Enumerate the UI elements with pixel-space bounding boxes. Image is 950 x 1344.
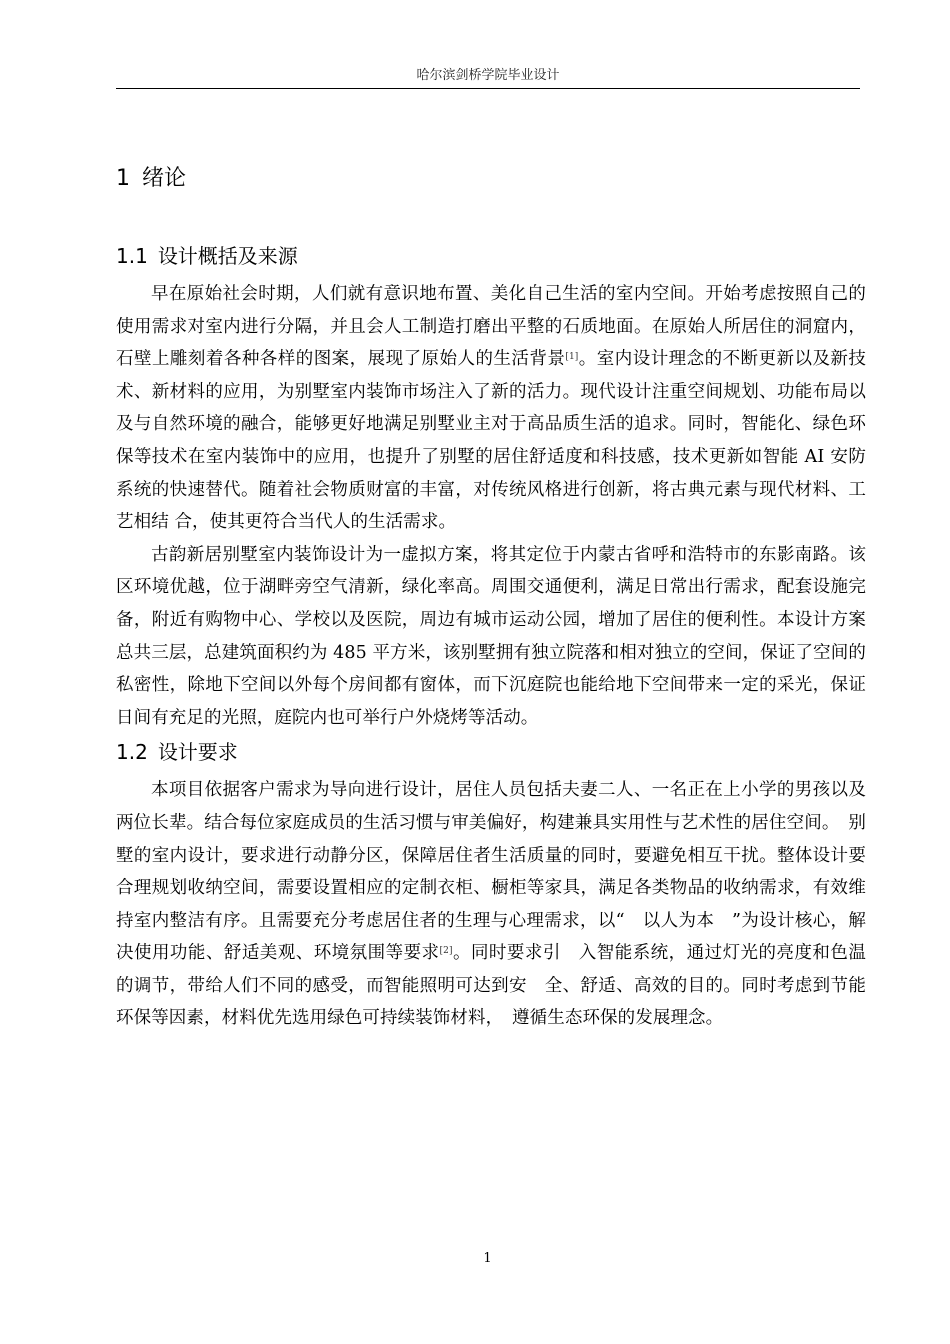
paragraph [116,278,866,539]
citation-reference: [1] [565,352,579,363]
header-divider [116,88,860,89]
page-number: 1 [483,1251,492,1266]
section-heading [116,238,866,274]
section-title: 设计要求 [157,740,238,765]
chapter-title: 绪论 [142,166,187,191]
section-title: 设计概括及来源 [157,244,298,268]
chapter-heading [116,160,866,198]
paragraph-text: 。同时要求引 入智能系统，通过灯光的亮度和色温的调节，带给人们不同的感受，而智能照明可达到安 全、舒适、高效的目的。同时考虑到节能环保等因素，材料优先选用绿色可持续装饰材料， 遵循生态环保的发展理念。 [116,943,866,1029]
citation-reference: [2] [439,946,453,957]
section-number: 1.1 [116,244,148,268]
document-body [116,160,866,1035]
paragraph-text: 。室内设计理念的不断更新以及新技术、新材料的应用，为别墅室内装饰市场注入了新的活力。现代设计注重空间规划、功能布局以及与自然环境的融合，能够更好地满足别墅业主对于高品质生活的追求。同时，智能化、绿色环保等技术在室内装饰中的应用，也提升了别墅的居住舒适度和科技感，技术更新如智能 AI 安防系统的快速替代。随着社会物质财富的丰富，对传统风格进行创新，将古典元素与现代材料、工艺相结 合，使其更符合当代人的生活需求。 [116,349,867,533]
chapter-number: 1 [116,166,130,191]
page-header: 哈尔滨剑桥学院毕业设计 [416,68,560,83]
paragraph: 古韵新居别墅室内装饰设计为一虚拟方案，将其定位于内蒙古省呼和浩特市的东影南路。该区环境优越，位于湖畔旁空气清新，绿化率高。周围交通便利，满足日常出行需求，配套设施完备，附近有购物中心、学校以及医院，周边有城市运动公园，增加了居住的便利性。本设计方案总共三层，总建筑面积约为 485 平方米，该别墅拥有独立院落和相对独立的空间，保证了空间的私密性，除地下空间以外每个房间都有窗体，而下沉庭院也能给地下空间带来一定的采光，保证日间有充足的光照，庭院内也可举行户外烧烤等活动。 [116,544,866,728]
section-heading [116,734,866,770]
paragraph [116,774,866,1035]
paragraph-text: 早在原始社会时期，人们就有意识地布置、美化自己生活的室内空间。开始考虑按照自己的使用需求对室内进行分隔，并且会人工制造打磨出平整的石质地面。在原始人所居住的洞窟内，石壁上雕刻着各种各样的图案，展现了原始人的生活背景 [116,284,866,370]
paragraph-text: 本项目依据客户需求为导向进行设计，居住人员包括夫妻二人、一名正在上小学的男孩以及两位长辈。结合每位家庭成员的生活习惯与审美偏好，构建兼具实用性与艺术性的居住空间。 别墅的室内设计，要求进行动静分区，保障居住者生活质量的同时，要避免相互干扰。整体设计要合理规划收纳空间，需要设置相应的定制衣柜、橱柜等家具，满足各类物品的收纳需求，有效维持室内整洁有序。且需要充分考虑居住者的生理与心理需求，以“ 以人为本 ”为设计核心，解决使用功能、舒适美观、环境氛围等要求 [116,780,866,964]
section-number: 1.2 [116,740,148,765]
